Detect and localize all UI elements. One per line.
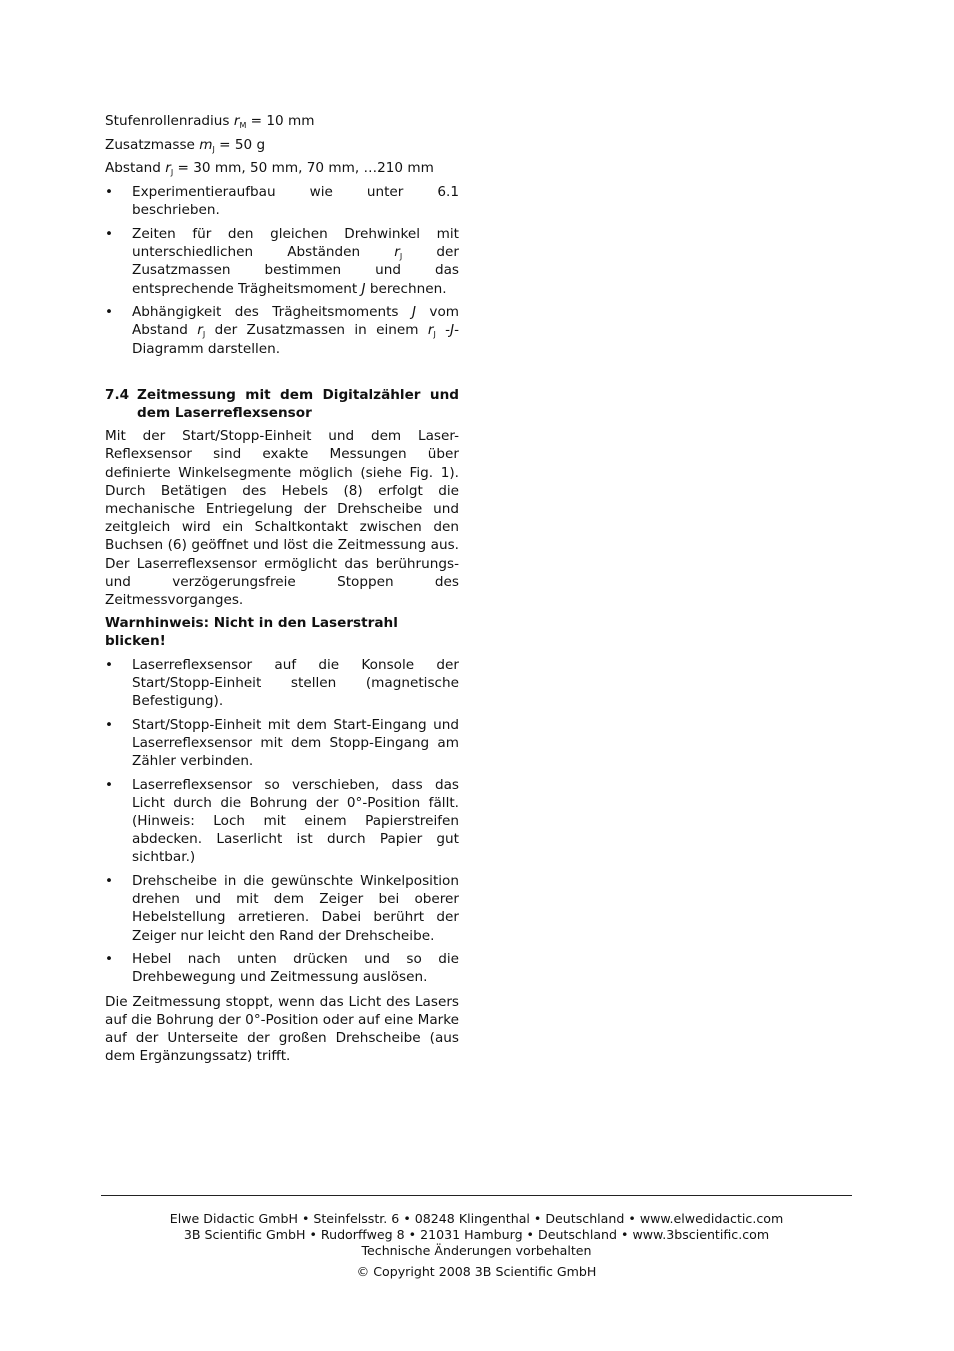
footer-address-elwe: Elwe Didactic GmbH • Steinfelsstr. 6 • 08248 Klingenthal • Deutschland • www.elwedidactic.com <box>169 1211 784 1226</box>
procedure-list-a <box>105 183 459 358</box>
closing-paragraph: Die Zeitmessung stoppt, wenn das Licht des Lasers auf die Bohrung der 0°-Position oder auf eine Marke auf der Unterseite der großen Drehscheibe (aus dem Ergänzungssatz) trifft. <box>105 993 459 1065</box>
warning-note: Warnhinweis: Nicht in den Laserstrahl blicken! <box>105 615 398 650</box>
list-item: • Laserreflexsensor so verschieben, dass das Licht durch die Bohrung der 0°-Position fällt. (Hinweis: Loch mit einem Papierstreifen abdecken. Laserlicht ist durch Papier gut sichtbar.) <box>105 776 459 866</box>
section-title: Zeitmessung mit dem Digitalzähler und dem Laserreflexsensor <box>137 386 459 421</box>
bullet-icon: • <box>105 951 114 968</box>
section-number: 7.4 <box>105 386 130 403</box>
procedure-list-b <box>105 656 459 987</box>
bullet-icon: • <box>105 184 114 201</box>
list-item: • Laserreflexsensor auf die Konsole der Start/Stopp-Einheit stellen (magnetische Befestigung). <box>105 656 459 709</box>
param-radius: Stufenrollenradius $r_M = 10$ mm <box>105 113 315 130</box>
bullet-icon: • <box>105 872 114 889</box>
param-mass: Zusatzmasse $m_J = 50$ g <box>105 136 266 154</box>
section-heading <box>105 386 459 422</box>
section-intro: Mit der Start/Stopp-Einheit und dem Laser-Reflexsensor sind exakte Messungen über definierte Winkelsegmente möglich (siehe Fig. 1). Durch Betätigen des Hebels (8) erfolgt die mechanische Entriegelung der Drehscheibe und zeitgleich wird ein Schaltkontakt zwischen den Buchsen (6) geöffnet und löst die Zeitmessung aus. Der Laserreflexsensor ermöglicht das berührungs- und verzögerungsfreie Stoppen des Zeitmessvorganges. <box>105 428 459 608</box>
footer-copyright: © Copyright 2008 3B Scientific GmbH <box>356 1264 597 1279</box>
bullet-icon: • <box>105 656 114 673</box>
bullet-icon: • <box>105 716 114 733</box>
list-item: • Drehscheibe in die gewünschte Winkelposition drehen und mit dem Zeiger bei oberer Hebelstellung arretieren. Dabei berührt der Zeiger nur leicht den Rand der Drehscheibe. <box>105 872 459 944</box>
text-column <box>105 112 459 1070</box>
bullet-icon: • <box>105 304 114 321</box>
footer-notice: Technische Änderungen vorbehalten <box>361 1243 592 1258</box>
footer <box>101 1211 852 1280</box>
footer-address-3b: 3B Scientific GmbH • Rudorffweg 8 • 21031 Hamburg • Deutschland • www.3bscientific.com <box>183 1227 770 1242</box>
footer-divider <box>101 1195 852 1196</box>
list-item: • Zeiten für den gleichen Drehwinkel mit unterschiedlichen Abständen $r_J$ der Zusatzmassen bestimmen und das entsprechende Trägheitsmoment J berechnen. <box>105 225 459 297</box>
param-distance: Abstand $r_J = 30$ mm, 50 mm, 70 mm, …210 mm <box>105 160 434 178</box>
list-item: • Experimentieraufbau wie unter 6.1 beschrieben. <box>105 184 459 219</box>
list-item: • Start/Stopp-Einheit mit dem Start-Eingang und Laserreflexsensor mit dem Stopp-Eingang am Zähler verbinden. <box>105 716 459 769</box>
bullet-icon: • <box>105 225 114 242</box>
list-item: • Abhängigkeit des Trägheitsmoments J vom Abstand $r_J$ der Zusatzmassen in einem $r_J$ -J-Diagramm darstellen. <box>105 304 460 357</box>
bullet-icon: • <box>105 776 114 793</box>
list-item: • Hebel nach unten drücken und so die Drehbewegung und Zeitmessung auslösen. <box>105 951 459 986</box>
